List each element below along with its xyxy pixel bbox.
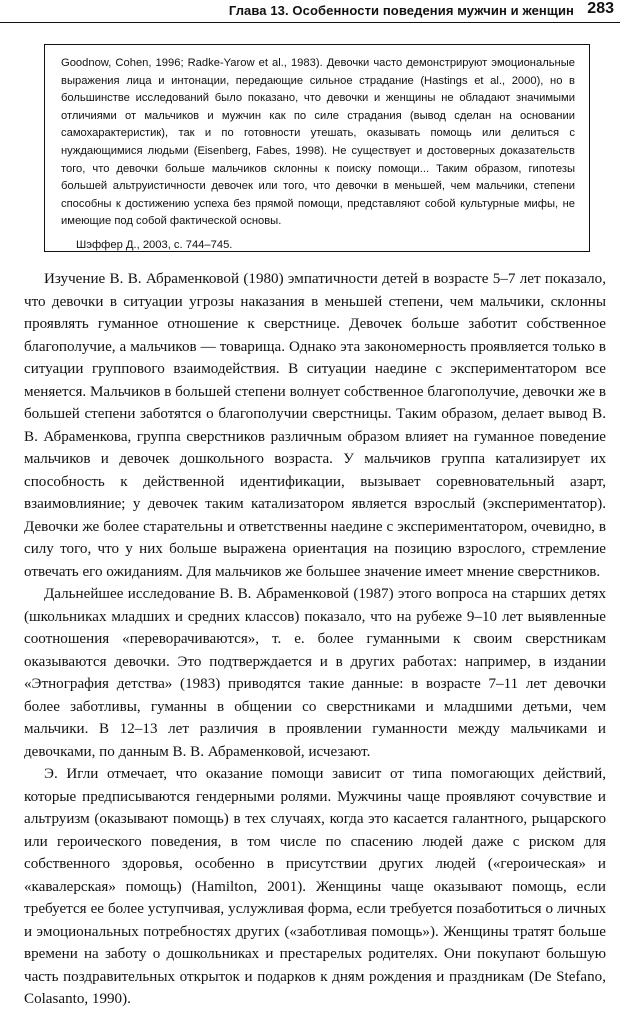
quote-box bbox=[44, 44, 590, 252]
paragraph-2: Дальнейшее исследование В. В. Абраменковой (1987) этого вопроса на старших детях (школьниках младших и средних классов) показало, что на рубеже 9–10 лет выявленные соотношения «переворачиваются», т. е. более гуманными к своим сверстникам оказываются девочки. Это подтверждается и в других работах: например, в издании «Этнография детства» (1983) приводятся такие данные: в возрасте 7–11 лет девочки более заботливы, гуманны в общении со сверстниками и младшими детьми, чем мальчики. В 12–13 лет различия в проявлении гуманности между мальчиками и девочками, по данным В. В. Абраменковой, исчезают. bbox=[24, 586, 606, 760]
main-text bbox=[24, 268, 606, 1011]
quote-text: Goodnow, Cohen, 1996; Radke-Yarow et al., 1983). Девочки часто демонстрируют эмоциональные выражения лица и интонации, передающие сильное страдание (Hastings et al., 2000), но в большинстве исследований было показано, что девочки и женщины не обладают значимыми отличиями от мальчиков и мужчин как по силе страдания (вывод сделан на основании самохарактеристик), так и по готовности утешать, оказывать помощь или делиться с нуждающимися людьми (Eisenberg, Fabes, 1998). Не существует и достоверных доказательств того, что девочки больше мальчиков склонны к поиску помощи... Таким образом, гипотезы большей альтруистичности девочек или того, что девочки в меньшей, чем мальчики, степени способны к достижению успеха без прямой помощи, представляют собой культурные мифы, не имеющие под собой фактической основы. bbox=[61, 57, 575, 228]
quote-source: Шэффер Д., 2003, с. 744–745. bbox=[76, 238, 233, 251]
chapter-title: Глава 13. Особенности поведения мужчин и женщин bbox=[228, 3, 574, 18]
page-number: 283 bbox=[587, 0, 614, 17]
running-header bbox=[0, 0, 620, 23]
paragraph-3: Э. Игли отмечает, что оказание помощи зависит от типа помогающих действий, которые предписываются гендерными ролями. Мужчины чаще проявляют сочувствие и альтруизм (оказывают помощь) в тех случаях, когда это касается галантного, рыцарского или героического поведения, в том числе по спасению людей даже с риском для собственного здоровья, особенно в присутствии других людей («героическая» и «кавалерская» помощь) (Hamilton, 2001). Женщины чаще оказывают помощь, если требуется ее более уступчивая, услужливая форма, если требуется позаботиться о личных и эмоциональных потребностях других («заботливая помощь»). Женщины тратят больше времени на заботу о дошкольниках и престарелых родителях. Они покупают большую часть поздравительных открыток и подарков к дням рождения и праздникам (De Stefano, Colasanto, 1990). bbox=[24, 766, 606, 1007]
paragraph-1: Изучение В. В. Абраменковой (1980) эмпатичности детей в возрасте 5–7 лет показало, что девочки в ситуации угрозы наказания в меньшей степени, чем мальчики, склонны проявлять гуманное отношение к сверстнице. Девочек больше заботит собственное благополучие, а мальчиков — товарища. Однако эта закономерность проявляется только в ситуации группового взаимодействия. В ситуации наедине с экспериментатором все меняется. Мальчиков в большей степени волнует собственное благополучие, девочки же в большей степени заботятся о благополучии сверстницы. Таким образом, делает вывод В. В. Абраменкова, группа сверстников различным образом влияет на гуманное поведение мальчиков и девочек дошкольного возраста. У мальчиков группа катализирует их способность к действенной идентификации, вызывает соревновательный азарт, взаимовлияние; у девочек таким катализатором является взрослый (экспериментатор). Девочки же более старательны и ответственны наедине с экспериментатором, очевидно, в силу того, что у них больше выражена ориентация на позицию взрослого, стремление отвечать его ожиданиям. Для мальчиков же большее значение имеет мнение сверстников. bbox=[24, 271, 606, 580]
